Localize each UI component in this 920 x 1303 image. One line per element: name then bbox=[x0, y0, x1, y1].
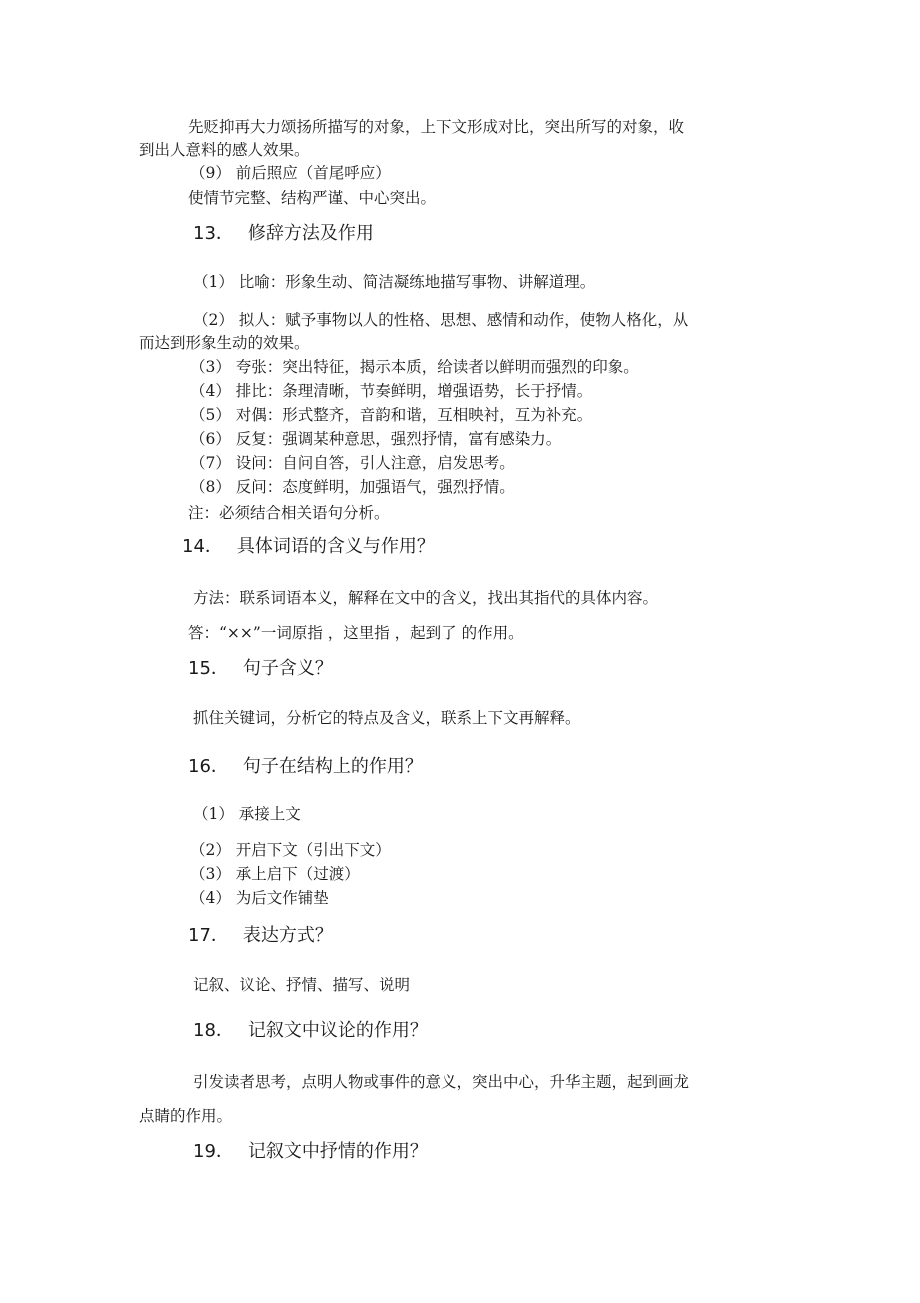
rhetoric-item-7: （7） 设问：自问自答，引人注意，启发思考。 bbox=[190, 454, 515, 472]
argument-role-line-2: 点睛的作用。 bbox=[139, 1107, 233, 1125]
heading-17-title: 表达方式？ bbox=[242, 925, 333, 946]
heading-16-title: 句子在结构上的作用？ bbox=[242, 756, 423, 777]
heading-18 bbox=[193, 1019, 428, 1043]
rhetoric-item-6: （6） 反复：强调某种意思，强烈抒情，富有感染力。 bbox=[190, 430, 562, 448]
rhetoric-item-3: （3） 夸张：突出特征，揭示本质，给读者以鲜明而强烈的印象。 bbox=[190, 358, 639, 376]
structure-item-1: （1） 承接上文 bbox=[193, 805, 301, 823]
heading-14-title: 具体词语的含义与作用？ bbox=[236, 536, 435, 557]
heading-18-number: 18． bbox=[193, 1020, 234, 1041]
rhetoric-item-2: （2） 拟人：赋予事物以人的性格、思想、感情和动作，使物人格化，从 bbox=[193, 311, 689, 329]
heading-18-title: 记叙文中议论的作用？ bbox=[247, 1020, 428, 1041]
structure-item-2: （2） 开启下文（引出下文） bbox=[190, 841, 391, 859]
heading-13-title: 修辞方法及作用 bbox=[247, 223, 374, 244]
argument-role-line-1: 引发读者思考，点明人物或事件的意义，突出中心，升华主题，起到画龙 bbox=[193, 1073, 690, 1091]
heading-14-number: 14． bbox=[182, 536, 223, 557]
rhetoric-item-8: （8） 反问：态度鲜明，加强语气，强烈抒情。 bbox=[190, 478, 515, 496]
heading-16-number: 16． bbox=[188, 756, 229, 777]
heading-15 bbox=[188, 657, 333, 681]
heading-19-number: 19． bbox=[193, 1141, 234, 1162]
expression-modes: 记叙、议论、抒情、描写、说明 bbox=[193, 976, 411, 994]
heading-17 bbox=[188, 924, 333, 948]
heading-19 bbox=[193, 1140, 428, 1164]
intro-line-2: 到出人意料的感人效果。 bbox=[139, 141, 310, 159]
rhetoric-item-2-cont: 而达到形象生动的效果。 bbox=[139, 334, 310, 352]
heading-15-number: 15． bbox=[188, 658, 229, 679]
sentence-meaning-text: 抓住关键词，分析它的特点及含义，联系上下文再解释。 bbox=[193, 709, 581, 727]
word-answer: 答：“××”一词原指 ，这里指 ，起到了 的作用。 bbox=[188, 624, 524, 642]
item-9: （9） 前后照应（首尾呼应） bbox=[190, 164, 391, 182]
structure-item-4: （4） 为后文作铺垫 bbox=[190, 889, 329, 907]
heading-16 bbox=[188, 755, 423, 779]
rhetoric-item-1: （1） 比喻：形象生动、简洁凝练地描写事物、讲解道理。 bbox=[193, 273, 596, 291]
heading-17-number: 17． bbox=[188, 925, 229, 946]
rhetoric-note: 注：必须结合相关语句分析。 bbox=[188, 504, 390, 522]
heading-14 bbox=[182, 535, 435, 559]
heading-13-number: 13． bbox=[193, 223, 234, 244]
heading-19-title: 记叙文中抒情的作用？ bbox=[247, 1141, 428, 1162]
intro-line-1: 先贬抑再大力颂扬所描写的对象，上下文形成对比，突出所写的对象，收 bbox=[188, 118, 685, 136]
rhetoric-item-5: （5） 对偶：形式整齐，音韵和谐，互相映衬，互为补充。 bbox=[190, 406, 593, 424]
item-9-desc: 使情节完整、结构严谨、中心突出。 bbox=[188, 189, 437, 207]
heading-13 bbox=[193, 222, 374, 246]
structure-item-3: （3） 承上启下（过渡） bbox=[190, 865, 360, 883]
heading-15-title: 句子含义？ bbox=[242, 658, 333, 679]
rhetoric-item-4: （4） 排比：条理清晰，节奏鲜明，增强语势，长于抒情。 bbox=[190, 382, 593, 400]
word-method: 方法：联系词语本义，解释在文中的含义，找出其指代的具体内容。 bbox=[193, 589, 659, 607]
